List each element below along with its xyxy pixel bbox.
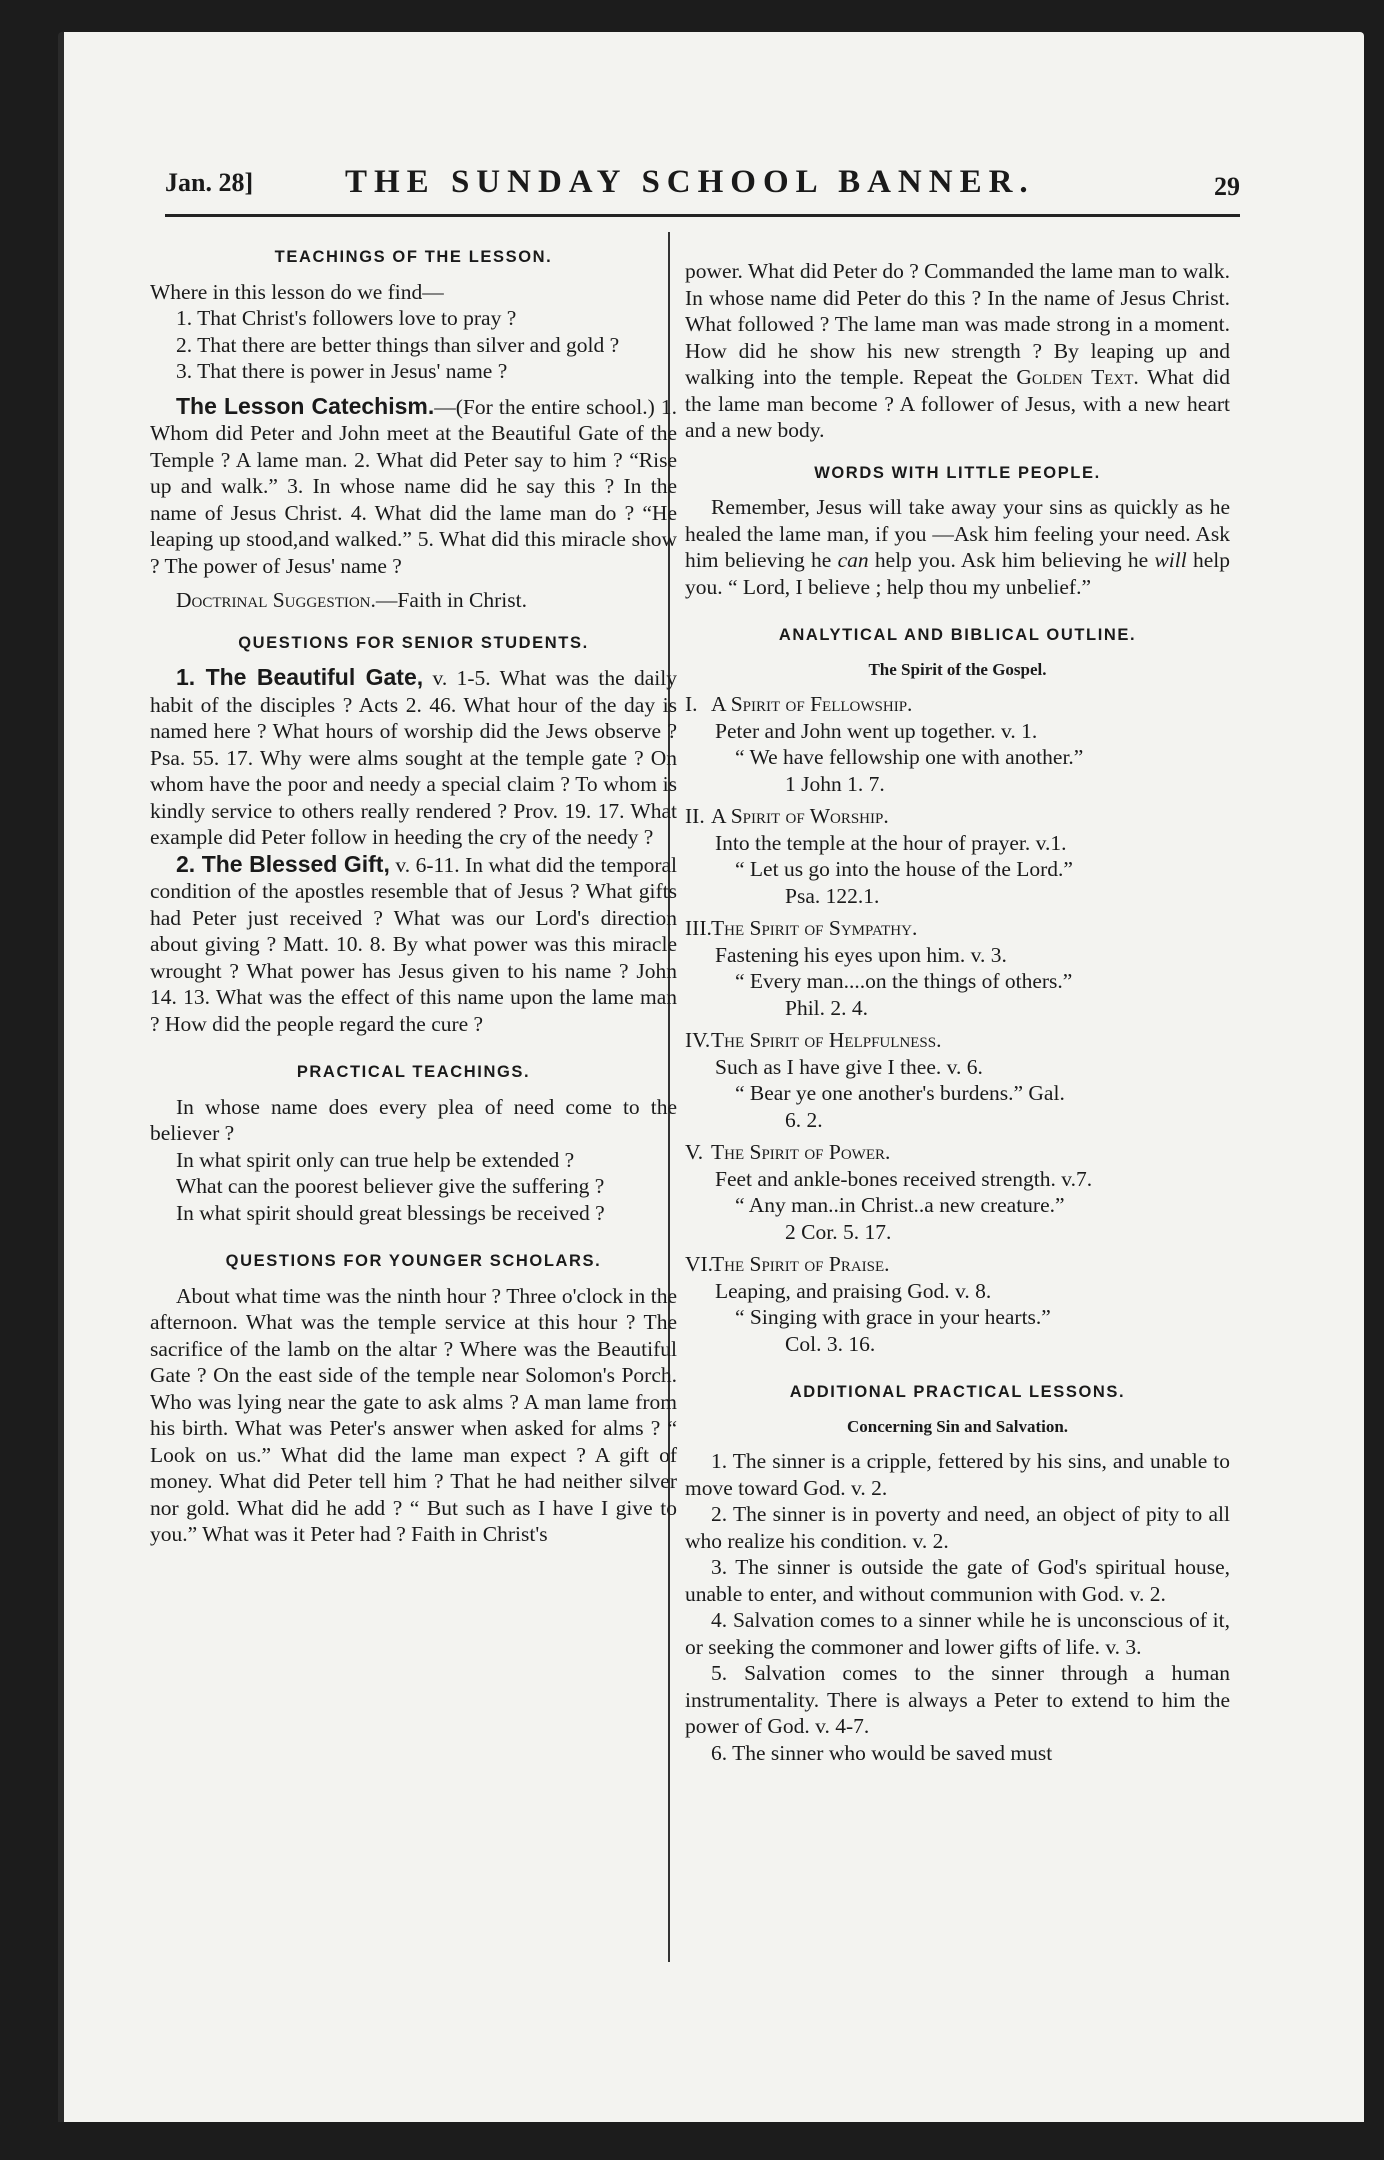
outline-entry — [685, 1027, 1230, 1133]
outline-line: Such as I have give I thee. v. 6. — [715, 1054, 983, 1079]
outline-heading-text: The Spirit of Power. — [711, 1140, 891, 1164]
section-heading-words: WORDS WITH LITTLE PEOPLE. — [814, 463, 1101, 482]
section-heading-teachings: TEACHINGS OF THE LESSON. — [274, 248, 553, 266]
continuation-text-2: What did the lame man become ? A follower of Jesus, with a new heart and a new body. — [685, 365, 1230, 442]
practical-item: In what spirit only can true help be extended ? — [176, 1147, 575, 1172]
teachings-intro: Where in this lesson do we find— — [150, 279, 444, 304]
words-part-c: help you. “ Lord, I believe ; help thou my unbelief.” — [685, 548, 1230, 599]
senior-1-lead: 1. The Beautiful Gate, — [176, 664, 424, 690]
outline-reference: Col. 3. 16. — [785, 1331, 876, 1356]
doctrinal-text: —Faith in Christ. — [375, 588, 527, 612]
outline-heading-text: A Spirit of Worship. — [711, 804, 889, 828]
outline-quote: “ Bear ye one another's burdens.” Gal. — [735, 1081, 1065, 1105]
outline-line: Into the temple at the hour of prayer. v.1. — [715, 830, 1067, 855]
section-heading-additional: ADDITIONAL PRACTICAL LESSONS. — [789, 1383, 1126, 1401]
additional-item: 1. The sinner is a cripple, fettered by his sins, and unable to move toward God. v. 2. — [685, 1449, 1230, 1500]
outline-heading — [685, 915, 1230, 942]
outline-subtitle: The Spirit of the Gospel. — [868, 659, 1047, 679]
section-heading-senior: QUESTIONS FOR SENIOR STUDENTS. — [238, 633, 589, 652]
outline-heading-text: The Spirit of Helpfulness. — [711, 1028, 942, 1052]
catechism-text: —(For the entire school.) 1. Whom did Peter and John meet at the Beautiful Gate of the Temple ? A lame man. 2. What did Peter say to him ? “Rise up and walk.” 3. In whose name did he say this ? In the name of Jesus Christ. 4. What did the lame man do ? “He leaping up stood,and walked.” 5. What did this miracle show ? The power of Jesus' name ? — [150, 394, 677, 578]
younger-text: About what time was the ninth hour ? Three o'clock in the afternoon. What was the temple service at this hour ? The sacrifice of the lamb on the altar ? Where was the Beautiful Gate ? On the east side of the temple near Solomon's Porch. Who was lying near the gate to ask alms ? A man lame from his birth. What was Peter's answer when asked for alms ? “ Look on us.” What did the lame man expect ? A gift of money. What did Peter tell him ? That he had neither silver nor gold. What did he add ? “ But such as I have I give to you.” What was it Peter had ? Faith in Christ's — [150, 1283, 677, 1546]
left-column — [150, 244, 677, 1548]
outline-heading — [685, 803, 1230, 830]
additional-item: 2. The sinner is in poverty and need, an object of pity to all who realize his condition. v. 2. — [685, 1502, 1230, 1553]
catechism-lead: The Lesson Catechism. — [176, 392, 435, 419]
outline-heading-text: A Spirit of Fellowship. — [711, 692, 913, 716]
teachings-item: 1. That Christ's followers love to pray ? — [176, 306, 517, 330]
additional-subtitle: Concerning Sin and Salvation. — [846, 1416, 1069, 1436]
words-will: will — [1154, 548, 1187, 572]
words-text — [685, 494, 1230, 600]
outline-quote: “ Let us go into the house of the Lord.” — [735, 857, 1073, 881]
senior-2-lead: 2. The Blessed Gift, — [176, 850, 390, 877]
outline-entry — [685, 1139, 1230, 1245]
senior-2-text: v. 6-11. In what did the temporal condition of the apostles resemble that of Jesus ? What gifts had Peter just received ? What was our Lord's direction about giving ? Matt. 10. 8. By what power was this miracle wrought ? What power has Jesus given to his name ? John 14. 13. What was the effect of this name upon the lame man ? How did the people regard the cure ? — [150, 852, 677, 1036]
outline-line: Peter and John went up together. v. 1. — [715, 718, 1038, 743]
practical-item: In whose name does every plea of need come to the believer ? — [150, 1094, 677, 1145]
younger-continuation — [685, 258, 1230, 444]
outline-quote: “ Any man..in Christ..a new creature.” — [735, 1193, 1065, 1217]
outline-reference: 6. 2. — [785, 1107, 823, 1132]
outline-heading-text: The Spirit of Praise. — [711, 1252, 890, 1276]
practical-item: What can the poorest believer give the suffering ? — [176, 1174, 605, 1198]
page-header — [165, 164, 1240, 210]
outline-reference: Psa. 122.1. — [785, 883, 880, 908]
outline-quote: “ Singing with grace in your hearts.” — [735, 1305, 1051, 1329]
outline-line: Fastening his eyes upon him. v. 3. — [715, 942, 1007, 967]
section-heading-outline: ANALYTICAL AND BIBLICAL OUTLINE. — [778, 626, 1137, 644]
outline-heading-text: The Spirit of Sympathy. — [711, 916, 918, 940]
outline-line: Leaping, and praising God. v. 8. — [715, 1278, 992, 1303]
section-heading-younger: QUESTIONS FOR YOUNGER SCHOLARS. — [225, 1252, 602, 1270]
words-part-b: help you. Ask him believing he — [868, 548, 1155, 572]
section-heading-practical: PRACTICAL TEACHINGS. — [296, 1063, 531, 1081]
doctrinal-label: Doctrinal Suggestion. — [176, 588, 376, 612]
outline-numeral: III. — [685, 916, 712, 940]
senior-question-1 — [150, 664, 677, 851]
outline-heading — [685, 691, 1230, 718]
outline-numeral: V. — [685, 1140, 704, 1164]
words-part-a: Remember, Jesus will take away your sins as quickly as he healed the lame man, if you —Ask him feeling your need. Ask him believing he — [685, 495, 1230, 572]
additional-item: 4. Salvation comes to a sinner while he is unconscious of it, or seeking the commoner and lower gifts of life. v. 3. — [685, 1608, 1230, 1659]
outline-entry — [685, 691, 1230, 797]
outline-numeral: VI. — [685, 1252, 714, 1276]
outline-numeral: I. — [685, 692, 698, 716]
words-can: can — [837, 548, 869, 572]
outline-heading — [685, 1251, 1230, 1278]
outline-reference: 1 John 1. 7. — [785, 771, 885, 796]
continuation-text-1: power. What did Peter do ? Commanded the lame man to walk. In whose name did Peter do this ? In the name of Jesus Christ. What followed ? The lame man was made strong in a moment. How did he show his new strength ? By leaping up and walking into the temple. Repeat the — [685, 259, 1230, 389]
outline-heading — [685, 1139, 1230, 1166]
periodical-title: THE SUNDAY SCHOOL BANNER. — [345, 164, 1035, 200]
doctrinal-suggestion — [150, 587, 677, 614]
header-rule — [165, 214, 1240, 217]
outline-line: Feet and ankle-bones received strength. v.7. — [715, 1166, 1093, 1191]
outline-reference: Phil. 2. 4. — [785, 995, 869, 1020]
additional-item: 5. Salvation comes to the sinner through a human instrumentality. There is always a Peter to extend to him the power of God. v. 4-7. — [685, 1661, 1230, 1738]
teachings-item: 3. That there is power in Jesus' name ? — [176, 359, 508, 383]
page-number: 29 — [1214, 172, 1240, 201]
outline-heading — [685, 1027, 1230, 1054]
teachings-item: 2. That there are better things than silver and gold ? — [176, 332, 620, 357]
outline-quote: “ We have fellowship one with another.” — [735, 745, 1084, 769]
golden-text-label: Golden Text. — [1016, 365, 1139, 389]
additional-item: 3. The sinner is outside the gate of God's spiritual house, unable to enter, and without communion with God. v. 2. — [685, 1555, 1230, 1606]
outline-quote: “ Every man....on the things of others.” — [735, 969, 1073, 993]
outline-reference: 2 Cor. 5. 17. — [785, 1219, 892, 1244]
additional-item: 6. The sinner who would be saved must — [711, 1740, 1053, 1765]
lesson-catechism — [150, 393, 677, 580]
senior-1-text: v. 1-5. What was the daily habit of the disciples ? Acts 2. 46. What hour of the day is named here ? What hours of worship did the Jews observe ? Psa. 55. 17. Why were alms sought at the temple gate ? On whom have the poor and needy a special claim ? To whom is kindly service to others really rendered ? Prov. 19. 17. What example did Peter follow in heeding the cry of the needy ? — [150, 666, 677, 849]
outline-entry — [685, 915, 1230, 1021]
right-column — [685, 258, 1230, 1766]
header-date: Jan. 28] — [165, 168, 254, 197]
outline-entry — [685, 803, 1230, 909]
outline-entry — [685, 1251, 1230, 1357]
senior-question-2 — [150, 851, 677, 1038]
outline-numeral: II. — [685, 804, 705, 828]
outline-numeral: IV. — [685, 1028, 711, 1052]
practical-item: In what spirit should great blessings be received ? — [176, 1200, 605, 1225]
